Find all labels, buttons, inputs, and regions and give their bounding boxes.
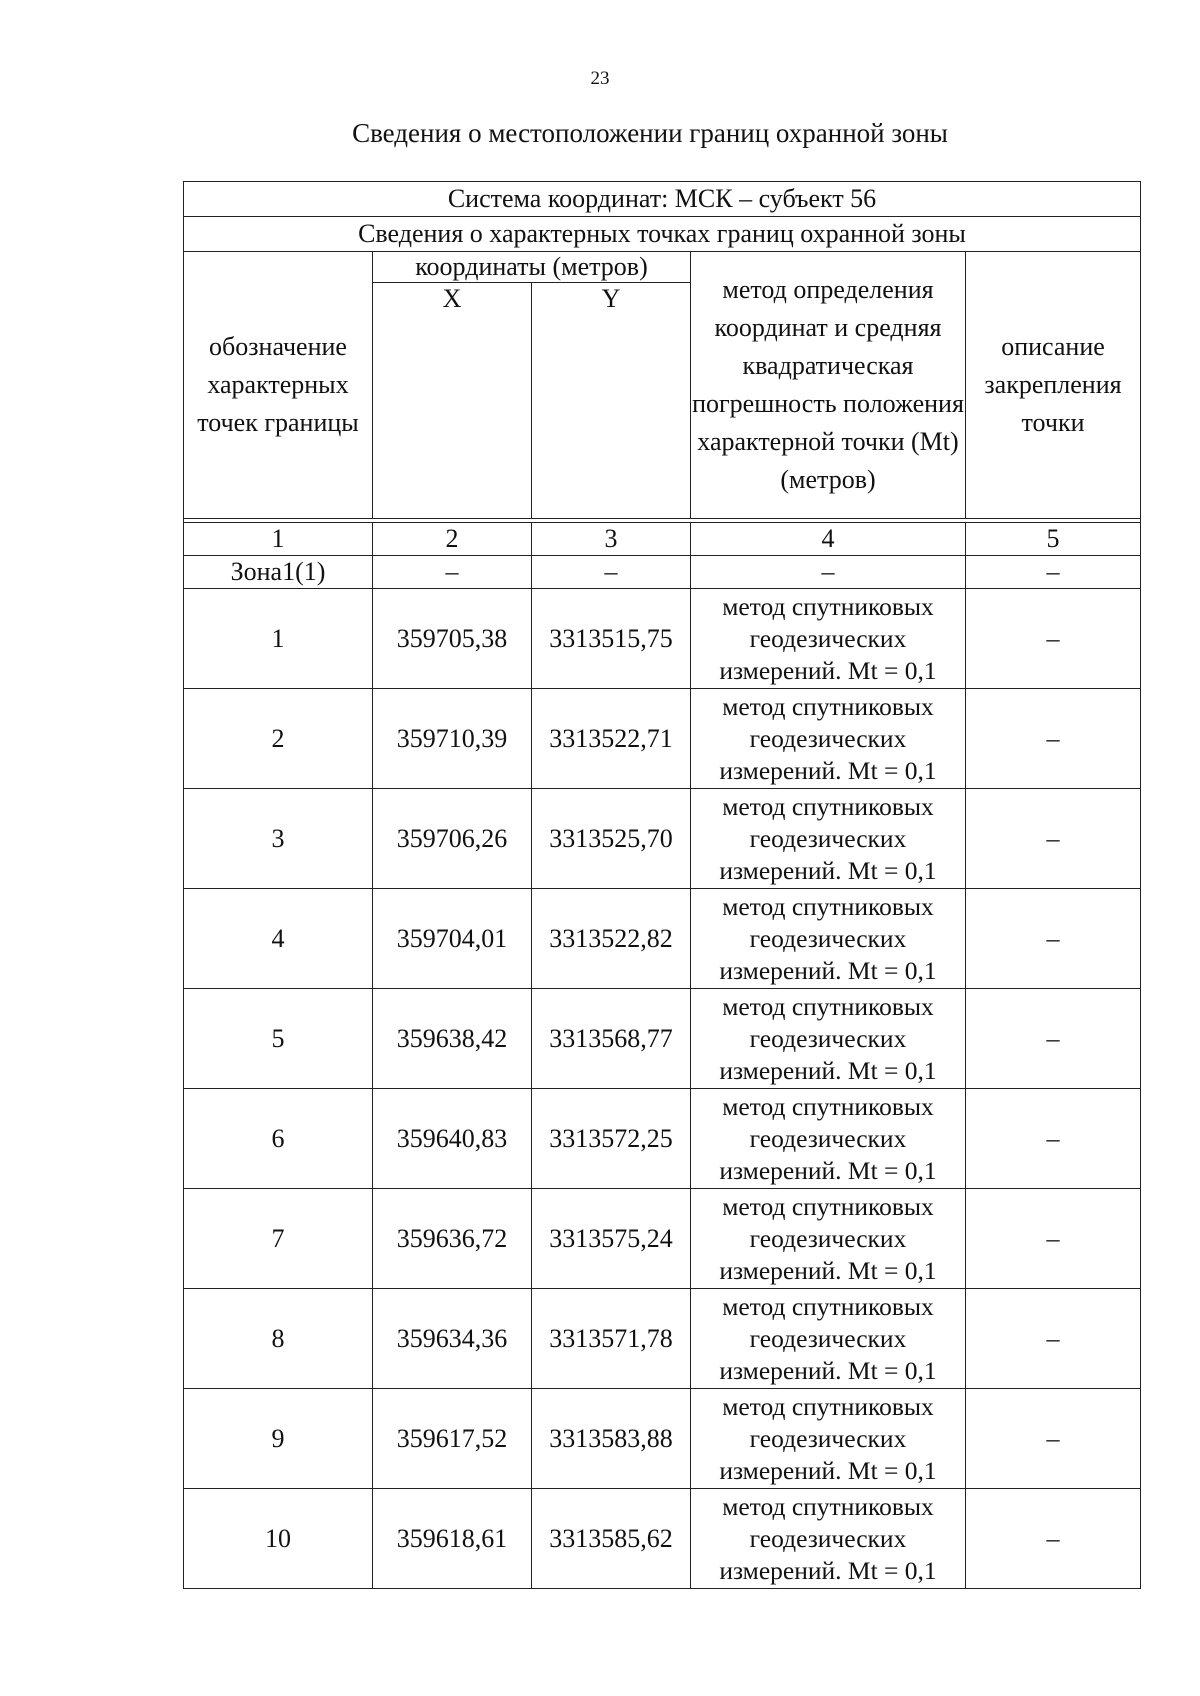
y-coordinate-cell: 3313575,24 [532, 1189, 691, 1289]
zone-cell: – [373, 556, 532, 589]
point-id-cell: 8 [184, 1289, 373, 1389]
zone-row [184, 556, 1141, 589]
x-coordinate-cell: 359710,39 [373, 689, 532, 789]
table-row [184, 1289, 1141, 1389]
section-info-row [184, 217, 1141, 252]
y-coordinate-cell: 3313525,70 [532, 789, 691, 889]
x-coordinate-cell: 359640,83 [373, 1089, 532, 1189]
table-row [184, 789, 1141, 889]
method-cell: метод спутниковых геодезических измерений. Mt = 0,1 [691, 1089, 966, 1189]
column-number: 5 [966, 523, 1141, 556]
coordinate-system-label: Система координат: МСК – субъект 56 [184, 182, 1141, 217]
point-id-cell: 5 [184, 989, 373, 1089]
y-coordinate-cell: 3313571,78 [532, 1289, 691, 1389]
y-coordinate-cell: 3313583,88 [532, 1389, 691, 1489]
table-row [184, 1489, 1141, 1589]
column-number-row [184, 523, 1141, 556]
column-number: 1 [184, 523, 373, 556]
point-id-cell: 6 [184, 1089, 373, 1189]
header-method: метод определения координат и средняя квадратическая погрешность положения характерной точки (Mt) (метров) [691, 252, 966, 519]
description-cell: – [966, 1089, 1141, 1189]
description-cell: – [966, 1289, 1141, 1389]
description-cell: – [966, 789, 1141, 889]
zone-label: Зона1(1) [184, 556, 373, 589]
y-coordinate-cell: 3313515,75 [532, 589, 691, 689]
y-coordinate-cell: 3313585,62 [532, 1489, 691, 1589]
y-coordinate-cell: 3313568,77 [532, 989, 691, 1089]
point-id-cell: 4 [184, 889, 373, 989]
table-row [184, 589, 1141, 689]
table-row [184, 889, 1141, 989]
table-row [184, 689, 1141, 789]
x-coordinate-cell: 359634,36 [373, 1289, 532, 1389]
x-coordinate-cell: 359704,01 [373, 889, 532, 989]
zone-cell: – [966, 556, 1141, 589]
point-id-cell: 7 [184, 1189, 373, 1289]
zone-cell: – [532, 556, 691, 589]
method-cell: метод спутниковых геодезических измерений. Mt = 0,1 [691, 1189, 966, 1289]
description-cell: – [966, 1189, 1141, 1289]
table-row [184, 989, 1141, 1089]
x-coordinate-cell: 359705,38 [373, 589, 532, 689]
method-cell: метод спутниковых геодезических измерений. Mt = 0,1 [691, 1489, 966, 1589]
point-id-cell: 10 [184, 1489, 373, 1589]
page-number: 23 [590, 68, 610, 89]
section-label: Сведения о характерных точках границ охранной зоны [184, 217, 1141, 252]
table-row [184, 1389, 1141, 1489]
method-cell: метод спутниковых геодезических измерений. Mt = 0,1 [691, 689, 966, 789]
x-coordinate-cell: 359638,42 [373, 989, 532, 1089]
description-cell: – [966, 1389, 1141, 1489]
point-id-cell: 9 [184, 1389, 373, 1489]
method-cell: метод спутниковых геодезических измерений. Mt = 0,1 [691, 1389, 966, 1489]
method-cell: метод спутниковых геодезических измерений. Mt = 0,1 [691, 1289, 966, 1389]
x-coordinate-cell: 359636,72 [373, 1189, 532, 1289]
description-cell: – [966, 889, 1141, 989]
table-row [184, 1089, 1141, 1189]
header-description: описание закрепления точки [966, 252, 1141, 519]
coordinate-system-row [184, 182, 1141, 217]
column-number: 3 [532, 523, 691, 556]
zone-cell: – [691, 556, 966, 589]
y-coordinate-cell: 3313522,71 [532, 689, 691, 789]
y-coordinate-cell: 3313522,82 [532, 889, 691, 989]
point-id-cell: 3 [184, 789, 373, 889]
column-number: 2 [373, 523, 532, 556]
method-cell: метод спутниковых геодезических измерений. Mt = 0,1 [691, 989, 966, 1089]
column-number: 4 [691, 523, 966, 556]
header-y: Y [532, 283, 691, 519]
method-cell: метод спутниковых геодезических измерений. Mt = 0,1 [691, 889, 966, 989]
description-cell: – [966, 589, 1141, 689]
description-cell: – [966, 1489, 1141, 1589]
description-cell: – [966, 689, 1141, 789]
method-cell: метод спутниковых геодезических измерений. Mt = 0,1 [691, 589, 966, 689]
header-x: X [373, 283, 532, 519]
point-id-cell: 1 [184, 589, 373, 689]
x-coordinate-cell: 359617,52 [373, 1389, 532, 1489]
point-id-cell: 2 [184, 689, 373, 789]
x-coordinate-cell: 359618,61 [373, 1489, 532, 1589]
coordinates-table [183, 181, 1141, 1589]
header-row [184, 252, 1141, 283]
header-coordinates: координаты (метров) [373, 252, 691, 283]
document-title: Сведения о местоположении границ охранной зоны [352, 118, 948, 148]
method-cell: метод спутниковых геодезических измерений. Mt = 0,1 [691, 789, 966, 889]
y-coordinate-cell: 3313572,25 [532, 1089, 691, 1189]
header-point: обозначение характерных точек границы [184, 252, 373, 519]
description-cell: – [966, 989, 1141, 1089]
table-row [184, 1189, 1141, 1289]
x-coordinate-cell: 359706,26 [373, 789, 532, 889]
